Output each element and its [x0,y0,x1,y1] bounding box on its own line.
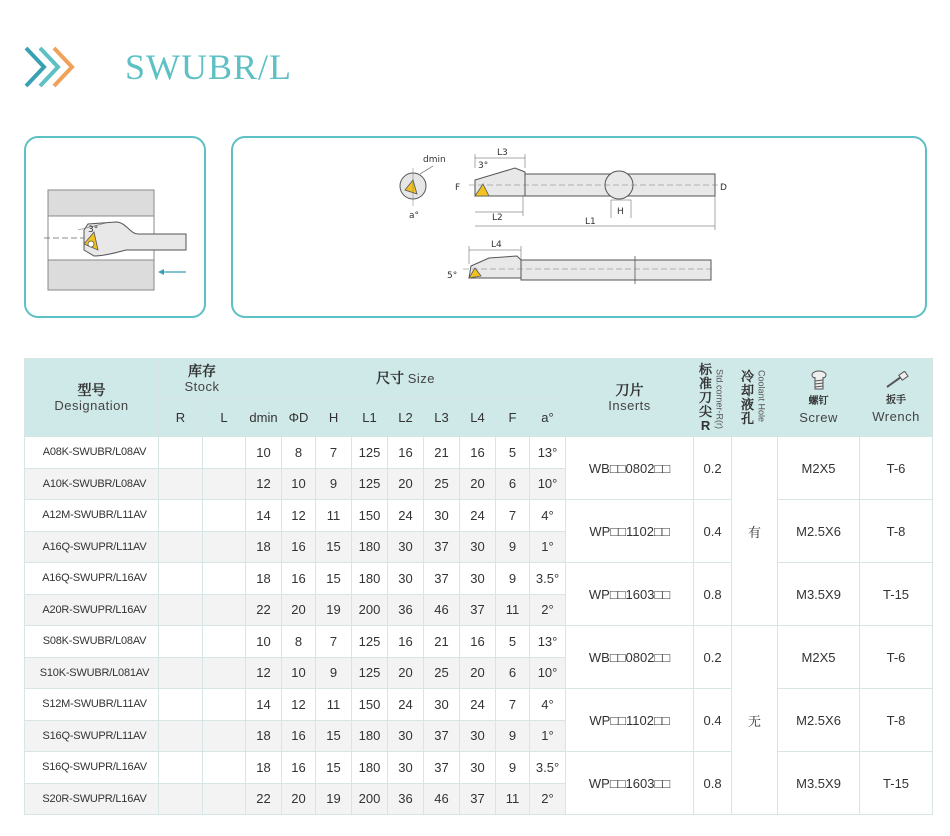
H-cell: 15 [316,752,352,784]
stock-L-header: L [203,399,246,437]
wrench-cell: T-6 [860,437,933,500]
F-cell: 7 [496,689,530,721]
insert-cell: WP□□1603□□ [566,563,694,626]
L2-cell: 30 [388,531,424,563]
L3-cell: 21 [424,437,460,469]
a-cell: 2° [530,594,566,626]
screw-cell: M3.5X9 [778,752,860,815]
corner-radius-cell: 0.8 [694,563,732,626]
L2-cell: 30 [388,563,424,595]
phiD-cell: 8 [282,437,316,469]
chevron-arrows-icon [22,42,82,92]
stock-R-cell [159,594,203,626]
L4-cell: 16 [460,626,496,658]
L2-cell: 24 [388,500,424,532]
L3-cell: 37 [424,720,460,752]
wrench-cell: T-15 [860,563,933,626]
designation-cell: A10K-SWUBR/L08AV [25,468,159,500]
dmin-cell: 10 [246,437,282,469]
angle-label: 3° [88,225,99,235]
dmin-cell: 14 [246,500,282,532]
insert-cell: WP□□1603□□ [566,752,694,815]
H-cell: 19 [316,594,352,626]
wrench-header: 扳手 Wrench [860,359,933,437]
F-cell: 9 [496,720,530,752]
L4-cell: 30 [460,531,496,563]
boring-bar-dimension-panel [231,136,927,318]
a-cell: 4° [530,689,566,721]
page-title: SWUBR/L [125,47,293,87]
angle5-label: 5° [447,271,458,281]
designation-cell: A12M-SWUBR/L11AV [25,500,159,532]
stock-L-cell [203,626,246,658]
L3-cell: 37 [424,563,460,595]
phiD-cell: 12 [282,689,316,721]
angle3-label: 3° [478,161,489,171]
stock-L-cell [203,594,246,626]
specification-table [24,358,933,815]
dmin-cell: 22 [246,594,282,626]
F-cell: 7 [496,500,530,532]
L2-cell: 30 [388,720,424,752]
coolant-hole-cell: 有 [732,437,778,626]
D-label: D [720,183,727,193]
L2-cell: 30 [388,752,424,784]
wrench-cell: T-8 [860,500,933,563]
a-cell: 13° [530,437,566,469]
H-label: H [617,207,624,217]
wrench-cell: T-15 [860,752,933,815]
L4-header: L4 [460,399,496,437]
L1-cell: 200 [352,783,388,815]
a-cell: 2° [530,783,566,815]
screw-cell: M2X5 [778,626,860,689]
dmin-cell: 12 [246,468,282,500]
designation-cell: S10K-SWUBR/L081AV [25,657,159,689]
L4-cell: 30 [460,720,496,752]
screw-header: 螺钉 Screw [778,359,860,437]
L1-cell: 180 [352,563,388,595]
L1-cell: 180 [352,531,388,563]
stock-R-cell [159,563,203,595]
L1-cell: 150 [352,500,388,532]
L1-cell: 180 [352,720,388,752]
phiD-header: ΦD [282,399,316,437]
phiD-cell: 20 [282,594,316,626]
F-cell: 6 [496,468,530,500]
coolant-hole-header: 冷却液孔 Coolant Hole [732,359,778,437]
stock-L-cell [203,752,246,784]
stock-R-cell [159,531,203,563]
dmin-cell: 14 [246,689,282,721]
a-cell: 4° [530,500,566,532]
H-cell: 9 [316,468,352,500]
table-row [25,500,933,532]
F-cell: 9 [496,752,530,784]
F-label: F [455,183,461,193]
L3-cell: 30 [424,689,460,721]
L4-cell: 37 [460,783,496,815]
L4-cell: 20 [460,657,496,689]
stock-R-cell [159,437,203,469]
stock-L-cell [203,500,246,532]
designation-cell: S16Q-SWUPR/L11AV [25,720,159,752]
corner-radius-cell: 0.2 [694,626,732,689]
workpiece-diagram-panel [24,136,206,318]
stock-R-cell [159,626,203,658]
table-row [25,752,933,784]
stock-L-cell [203,531,246,563]
L1-cell: 125 [352,468,388,500]
phiD-cell: 20 [282,783,316,815]
stock-L-cell [203,783,246,815]
a-cell: 1° [530,720,566,752]
stock-R-cell [159,468,203,500]
alpha-label: a° [409,211,420,221]
phiD-cell: 16 [282,720,316,752]
designation-cell: A16Q-SWUPR/L11AV [25,531,159,563]
L4-cell: 30 [460,752,496,784]
designation-cell: A20R-SWUPR/L16AV [25,594,159,626]
L2-cell: 20 [388,657,424,689]
designation-cell: S08K-SWUBR/L08AV [25,626,159,658]
phiD-cell: 12 [282,500,316,532]
designation-header: 型号 Designation [25,359,159,437]
corner-radius-header: 标准刀尖R Std.corner-R(r) [694,359,732,437]
F-cell: 6 [496,657,530,689]
phiD-cell: 16 [282,563,316,595]
stock-R-cell [159,783,203,815]
L3-cell: 46 [424,783,460,815]
F-cell: 11 [496,783,530,815]
H-cell: 11 [316,500,352,532]
table-row [25,689,933,721]
a-cell: 13° [530,626,566,658]
screw-icon [809,370,829,392]
screw-cell: M2.5X6 [778,500,860,563]
boring-bar-dimension-diagram [233,138,929,320]
coolant-hole-cell: 无 [732,626,778,815]
L4-cell: 30 [460,563,496,595]
table-row [25,626,933,658]
stock-L-cell [203,720,246,752]
inserts-header: 刀片 Inserts [566,359,694,437]
dmin-cell: 22 [246,783,282,815]
L1-label: L1 [585,217,596,227]
phiD-cell: 16 [282,752,316,784]
phiD-cell: 8 [282,626,316,658]
screw-cell: M2X5 [778,437,860,500]
stock-L-cell [203,437,246,469]
insert-cell: WP□□1102□□ [566,500,694,563]
designation-cell: S12M-SWUBR/L11AV [25,689,159,721]
L2-cell: 36 [388,783,424,815]
H-cell: 15 [316,531,352,563]
stock-L-cell [203,689,246,721]
F-cell: 5 [496,437,530,469]
stock-L-cell [203,563,246,595]
F-cell: 11 [496,594,530,626]
wrench-cell: T-8 [860,689,933,752]
phiD-cell: 10 [282,468,316,500]
insert-cell: WP□□1102□□ [566,689,694,752]
L3-cell: 21 [424,626,460,658]
screw-cell: M3.5X9 [778,563,860,626]
L4-cell: 37 [460,594,496,626]
size-header: 尺寸 Size [246,359,566,399]
L1-cell: 150 [352,689,388,721]
dmin-label: dmin [423,155,446,165]
L3-cell: 25 [424,657,460,689]
table-row [25,563,933,595]
L2-header: L2 [388,399,424,437]
a-cell: 1° [530,531,566,563]
dmin-cell: 12 [246,657,282,689]
L4-cell: 24 [460,500,496,532]
L4-label: L4 [491,240,502,250]
L3-header: L3 [424,399,460,437]
L3-label: L3 [497,148,508,158]
stock-R-cell [159,689,203,721]
dmin-cell: 18 [246,563,282,595]
a-cell: 10° [530,657,566,689]
designation-cell: S20R-SWUPR/L16AV [25,783,159,815]
L1-cell: 125 [352,437,388,469]
stock-R-cell [159,657,203,689]
H-cell: 15 [316,720,352,752]
L3-cell: 30 [424,500,460,532]
L1-header: L1 [352,399,388,437]
stock-L-cell [203,657,246,689]
phiD-cell: 10 [282,657,316,689]
insert-cell: WB□□0802□□ [566,626,694,689]
wrench-icon [883,371,909,391]
boring-bar-in-workpiece-diagram [26,138,208,320]
insert-cell: WB□□0802□□ [566,437,694,500]
stock-R-cell [159,752,203,784]
wrench-cell: T-6 [860,626,933,689]
L3-cell: 25 [424,468,460,500]
L1-cell: 125 [352,626,388,658]
L2-label: L2 [492,213,503,223]
stock-R-header: R [159,399,203,437]
corner-radius-cell: 0.8 [694,752,732,815]
L2-cell: 36 [388,594,424,626]
phiD-cell: 16 [282,531,316,563]
H-cell: 15 [316,563,352,595]
H-header: H [316,399,352,437]
a-cell: 3.5° [530,752,566,784]
stock-R-cell [159,720,203,752]
H-cell: 11 [316,689,352,721]
a-cell: 10° [530,468,566,500]
L3-cell: 37 [424,752,460,784]
table-row [25,437,933,469]
corner-radius-cell: 0.4 [694,689,732,752]
designation-cell: A08K-SWUBR/L08AV [25,437,159,469]
L1-cell: 125 [352,657,388,689]
dmin-cell: 18 [246,720,282,752]
H-cell: 19 [316,783,352,815]
dmin-cell: 18 [246,531,282,563]
L2-cell: 16 [388,437,424,469]
L1-cell: 180 [352,752,388,784]
a-cell: 3.5° [530,563,566,595]
L2-cell: 24 [388,689,424,721]
L4-cell: 16 [460,437,496,469]
L2-cell: 16 [388,626,424,658]
dmin-header: dmin [246,399,282,437]
L4-cell: 24 [460,689,496,721]
H-cell: 7 [316,626,352,658]
stock-header: 库存 Stock [159,359,246,399]
H-cell: 7 [316,437,352,469]
L3-cell: 37 [424,531,460,563]
F-header: F [496,399,530,437]
F-cell: 9 [496,563,530,595]
stock-L-cell [203,468,246,500]
L1-cell: 200 [352,594,388,626]
corner-radius-cell: 0.4 [694,500,732,563]
L3-cell: 46 [424,594,460,626]
dmin-cell: 10 [246,626,282,658]
designation-cell: A16Q-SWUPR/L16AV [25,563,159,595]
H-cell: 9 [316,657,352,689]
a-header: a° [530,399,566,437]
screw-cell: M2.5X6 [778,689,860,752]
stock-R-cell [159,500,203,532]
L4-cell: 20 [460,468,496,500]
L2-cell: 20 [388,468,424,500]
F-cell: 5 [496,626,530,658]
designation-cell: S16Q-SWUPR/L16AV [25,752,159,784]
F-cell: 9 [496,531,530,563]
corner-radius-cell: 0.2 [694,437,732,500]
dmin-cell: 18 [246,752,282,784]
